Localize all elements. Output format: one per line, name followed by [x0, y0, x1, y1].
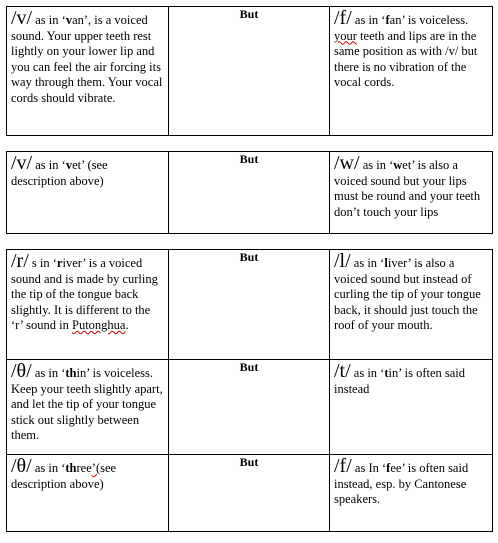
cell-t-tin: /t/ as in ‘tin’ is often said instead: [330, 360, 493, 455]
cell-l-liver: /l/ as in ‘liver’ is also a voiced sound but instead of curling the tip of your tongue back, it should just touch the roof of your mouth.: [330, 250, 493, 360]
phoneme-symbol: /v/: [11, 7, 33, 29]
phoneme-symbol: /θ/: [11, 360, 32, 382]
phoneme-symbol: /w/: [334, 152, 360, 174]
spellcheck-underline: ’(: [91, 461, 101, 475]
phoneme-table-v-f: [6, 6, 493, 136]
phoneme-table-v-w: [6, 151, 493, 234]
but-label: But: [169, 360, 330, 455]
but-label: But: [169, 250, 330, 360]
cell-v-van: /v/ as in ‘van’, is a voiced sound. Your upper teeth rest lightly on your lower lip and you can feel the air forcing its way through them. Your vocal cords should vibrate.: [7, 7, 169, 136]
but-label: But: [169, 7, 330, 136]
spellcheck-underline: your: [334, 28, 357, 43]
phoneme-symbol: /t/: [334, 360, 351, 382]
phoneme-symbol: /f/: [334, 7, 352, 29]
phoneme-symbol: /r/: [11, 250, 29, 272]
cell-f-fee: /f/ as In ‘fee’ is often said instead, esp. by Cantonese speakers.: [330, 455, 493, 532]
cell-th-thin: /θ/ as in ‘thin’ is voiceless. Keep your teeth slightly apart, and let the tip of your tongue stick out slightly between them.: [7, 360, 169, 455]
phoneme-symbol: /l/: [334, 250, 351, 272]
phoneme-symbol: /v/: [11, 152, 33, 174]
cell-v-vet: /v/ as in ‘vet’ (see description above): [7, 152, 169, 234]
cell-f-fan: /f/ as in ‘fan’ is voiceless. your teeth and lips are in the same position as with /v/ but there is no vibration of the vocal cords.: [330, 7, 493, 136]
but-label: But: [169, 152, 330, 234]
phoneme-symbol: /f/: [334, 455, 352, 477]
spellcheck-underline: Putonghua: [72, 318, 126, 332]
cell-w-wet: /w/ as in ‘wet’ is also a voiced sound but your lips must be round and your teeth don’t touch your lips: [330, 152, 493, 234]
phoneme-table-r-l-th: [6, 249, 493, 532]
phoneme-symbol: /θ/: [11, 455, 32, 477]
cell-th-three: /θ/ as in ‘three’(see description above): [7, 455, 169, 532]
cell-r-river: /r/ s in ‘river’ is a voiced sound and is made by curling the tip of the tongue back slightly. It is different to the ‘r’ sound in Putonghua.: [7, 250, 169, 360]
but-label: But: [169, 455, 330, 532]
